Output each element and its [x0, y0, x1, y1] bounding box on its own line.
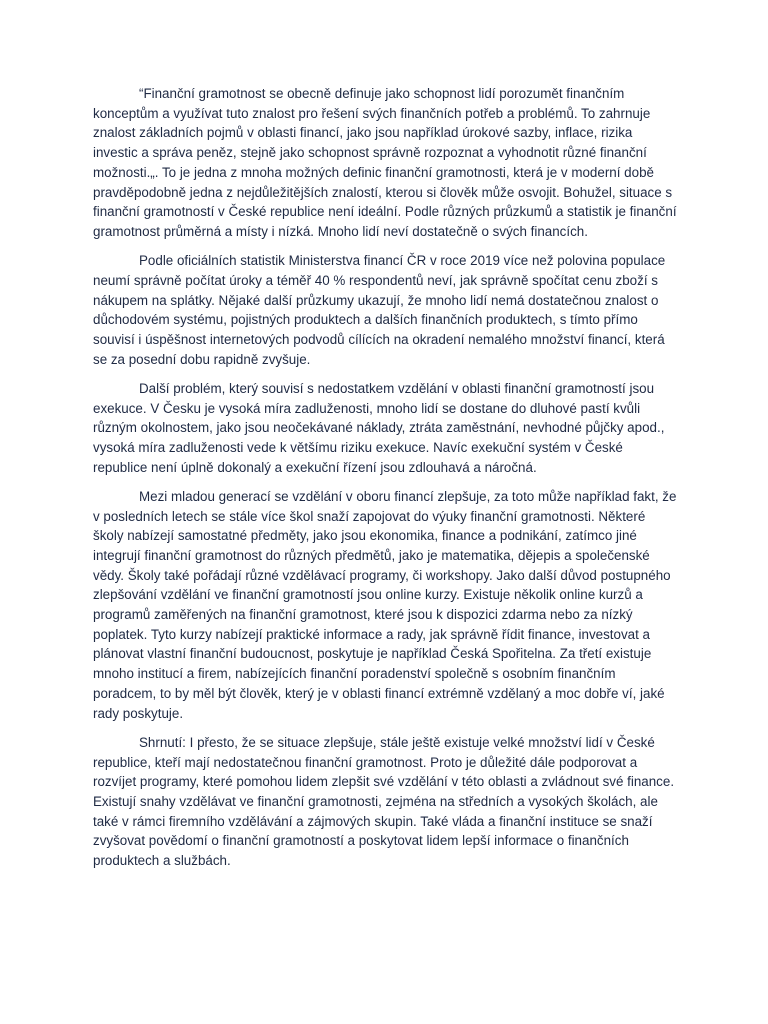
summary-text: I přesto, že se situace zlepšuje, stále ještě existuje velké množství lidí v České republice, kteří mají nedostatečnou finanční gramotnost. Proto je důležité dále podporovat a rozvíjet programy, které pomohou lidem zlepšit své vzdělání v této oblasti a zvládnout své finance. Existují snahy vzdělávat ve finanční gramotnosti, zejména na středních a vysokých školách, ale také v rámci firemního vzdělávání a zájmových skupin. Také vláda a finanční instituce se snaží zvyšovat povědomí o finanční gramotností a poskytovat lidem lepší informace o finančních produktech a službách. [93, 734, 675, 869]
paragraph-executions: Další problém, který souvisí s nedostatkem vzdělání v oblasti finanční gramotností jsou exekuce. V Česku je vysoká míra zadluženosti, mnoho lidí se dostane do dluhové pastí kvůli různým okolnostem, jako jsou neočekávané náklady, ztráta zaměstnání, nevhodné půjčky apod., vysoká míra zadluženosti vede k většímu riziku exekuce. Navíc exekuční systém v České republice není úplně dokonalý a exekuční řízení jsou zdlouhavá a náročná. [93, 380, 665, 475]
paragraph-statistics: Podle oficiálních statistik Ministerstva financí ČR v roce 2019 více než polovina populace neumí správně počítat úroky a téměř 40 % respondentů neví, jak správně spočítat cenu zboží s nákupem na splátky. Nějaké další průzkumy ukazují, že mnoho lidí nemá dostatečnou znalost o důchodovém systému, pojistných produktech a dalších finančních produktech, s tímto přímo souvisí i úspěšnost internetových podvodů cílících na okradení nemalého množství financí, která se za posední dobu rapidně zvyšuje. [93, 253, 666, 367]
summary-label: Shrnutí: [139, 734, 186, 750]
paragraph-definition: “Finanční gramotnost se obecně definuje jako schopnost lidí porozumět finančním konceptům a využívat tuto znalost pro řešení svých finančních potřeb a problémů. To zahrnuje znalost základních pojmů v oblasti financí, jako jsou například úrokové sazby, inflace, rizika investic a správa peněz, stejně jako schopnost správně rozpoznat a vyhodnotit různé finanční možnosti.„. To je jedna z mnoha možných definic finanční gramotnosti, která je v moderní době pravděpodobně jedna z nejdůležitějších znalostí, kterou si člověk může osvojit. Bohužel, situace s finanční gramotností v České republice není ideální. Podle různých průzkumů a statistik je finanční gramotnost průměrná a místy i nízká. Mnoho lidí neví dostatečně o svých financích. [93, 86, 677, 239]
paragraph-summary [93, 733, 677, 871]
document-page [93, 84, 677, 880]
paragraph-education: Mezi mladou generací se vzdělání v oboru financí zlepšuje, za toto může například fakt, že v posledních letech se stále více škol snaží zapojovat do výuky finanční gramotnosti. Některé školy nabízejí samostatné předměty, jako jsou ekonomika, finance a podnikání, zatímco jiné integrují finanční gramotnost do různých předmětů, jako je matematika, dějepis a společenské vědy. Školy také pořádají různé vzdělávací programy, či workshopy. Jako další důvod postupného zlepšování vzdělání ve finanční gramotností jsou online kurzy. Existuje několik online kurzů a programů zaměřených na finanční gramotnost, které jsou k dispozici zdarma nebo za nízký poplatek. Tyto kurzy nabízejí praktické informace a rady, jak správně řídit finance, investovat a plánovat vlastní finanční budoucnost, poskytuje je například Česká Spořitelna. Za třetí existuje mnoho institucí a firem, nabízejících finanční poradenství společně s osobním finančním poradcem, to by měl být člověk, který je v oblasti financí extrémně vzdělaný a moc dobře ví, jaké rady poskytuje. [93, 488, 677, 721]
